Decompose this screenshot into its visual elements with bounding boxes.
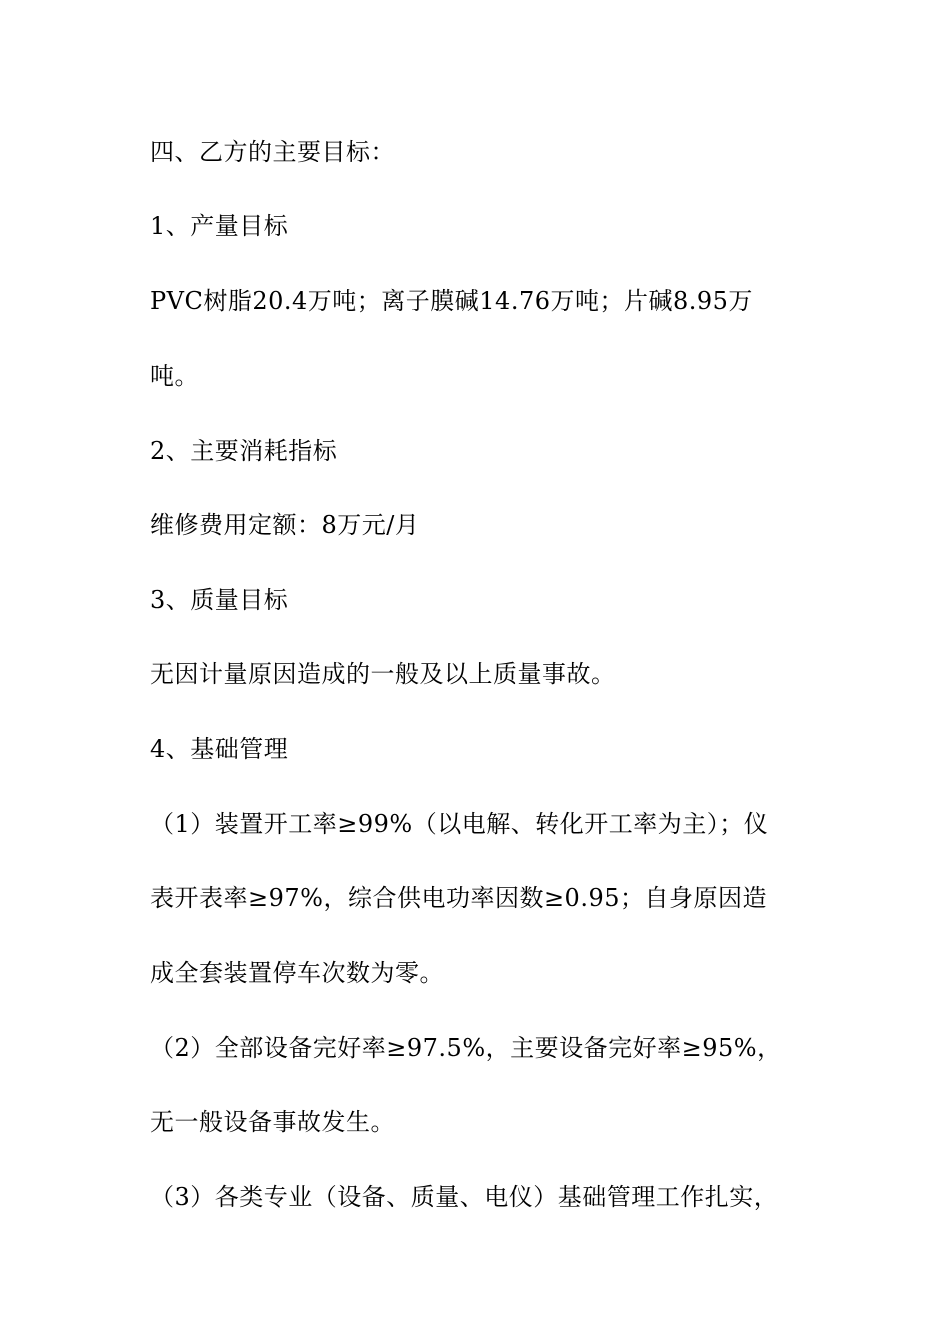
paragraph-line: 无一般设备事故发生。 [150, 1108, 395, 1136]
subsection-heading-management: 4、基础管理 [150, 735, 289, 763]
paragraph-line: 维修费用定额：8万元/月 [150, 511, 420, 539]
paragraph-line: （3）各类专业（设备、质量、电仪）基础管理工作扎实， [150, 1183, 779, 1211]
paragraph-line: （2）全部设备完好率≥97.5%，主要设备完好率≥95%， [150, 1034, 782, 1062]
section-heading: 四、乙方的主要目标： [150, 138, 395, 166]
paragraph-line: 无因计量原因造成的一般及以上质量事故。 [150, 660, 616, 688]
subsection-heading-consumption: 2、主要消耗指标 [150, 437, 338, 465]
paragraph-line: 吨。 [150, 362, 199, 390]
paragraph-line: PVC树脂20.4万吨；离子膜碱14.76万吨；片碱8.95万 [150, 287, 753, 315]
subsection-heading-quality: 3、质量目标 [150, 586, 289, 614]
subsection-heading-output: 1、产量目标 [150, 212, 289, 240]
paragraph-line: 表开表率≥97%，综合供电功率因数≥0.95；自身原因造 [150, 884, 767, 912]
paragraph-line: （1）装置开工率≥99%（以电解、转化开工率为主）；仪 [150, 810, 769, 838]
paragraph-line: 成全套装置停车次数为零。 [150, 959, 444, 987]
